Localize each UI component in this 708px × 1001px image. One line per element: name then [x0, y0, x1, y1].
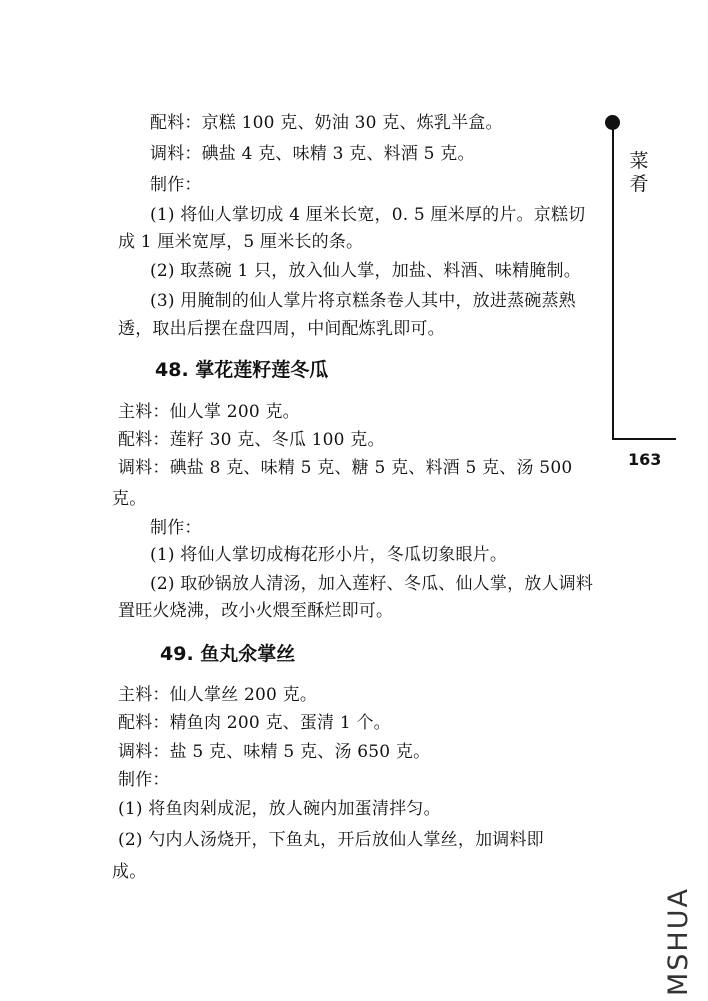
text-line: 制作： [150, 518, 202, 538]
text-line: 配料：京糕 100 克、奶油 30 克、炼乳半盒。 [150, 113, 503, 133]
recipe-heading-49: 49. 鱼丸氽掌丝 [160, 643, 296, 665]
text-line: (1) 将鱼肉剁成泥，放人碗内加蛋清拌匀。 [118, 799, 441, 819]
text-line: (2) 取蒸碗 1 只，放入仙人掌，加盐、料酒、味精腌制。 [150, 261, 581, 281]
text-line: 制作： [118, 770, 170, 790]
text-line: (2) 取砂锅放人清汤，加入莲籽、冬瓜、仙人掌，放人调料 [150, 574, 594, 594]
text-line: 透，取出后摆在盘四周，中间配炼乳即可。 [118, 319, 445, 339]
text-line: 主料：仙人掌丝 200 克。 [118, 685, 318, 705]
recipe-heading-48: 48. 掌花莲籽莲冬瓜 [155, 359, 329, 381]
margin-rule-horizontal [612, 438, 676, 440]
text-line: (1) 将仙人掌切成梅花形小片，冬瓜切象眼片。 [150, 545, 508, 565]
text-line: 调料：碘盐 8 克、味精 5 克、糖 5 克、料酒 5 克、汤 500 [118, 458, 573, 478]
text-line: 配料：莲籽 30 克、冬瓜 100 克。 [118, 430, 385, 450]
text-line: 配料：精鱼肉 200 克、蛋清 1 个。 [118, 713, 391, 733]
text-line: 克。 [112, 489, 147, 509]
chapter-side-label: 菜肴 [629, 150, 649, 195]
text-line: 调料：碘盐 4 克、味精 3 克、料酒 5 克。 [150, 144, 475, 164]
text-line: 制作： [150, 175, 202, 195]
page-number: 163 [628, 450, 662, 469]
text-line: 主料：仙人掌 200 克。 [118, 402, 300, 422]
text-line: 成 1 厘米宽厚，5 厘米长的条。 [118, 232, 364, 252]
text-line: (3) 用腌制的仙人掌片将京糕条卷人其中，放进蒸碗蒸熟 [150, 291, 576, 311]
text-line: 调料：盐 5 克、味精 5 克、汤 650 克。 [118, 742, 431, 762]
text-line: 置旺火烧沸，改小火煨至酥烂即可。 [118, 601, 394, 621]
margin-rule-vertical [612, 122, 614, 440]
text-line: 成。 [112, 862, 147, 882]
watermark-text: MSHUA [663, 887, 694, 996]
text-line: (1) 将仙人掌切成 4 厘米长宽，0. 5 厘米厚的片。京糕切 [150, 205, 586, 225]
text-line: (2) 勺内人汤烧开，下鱼丸，开后放仙人掌丝，加调料即 [118, 830, 544, 850]
